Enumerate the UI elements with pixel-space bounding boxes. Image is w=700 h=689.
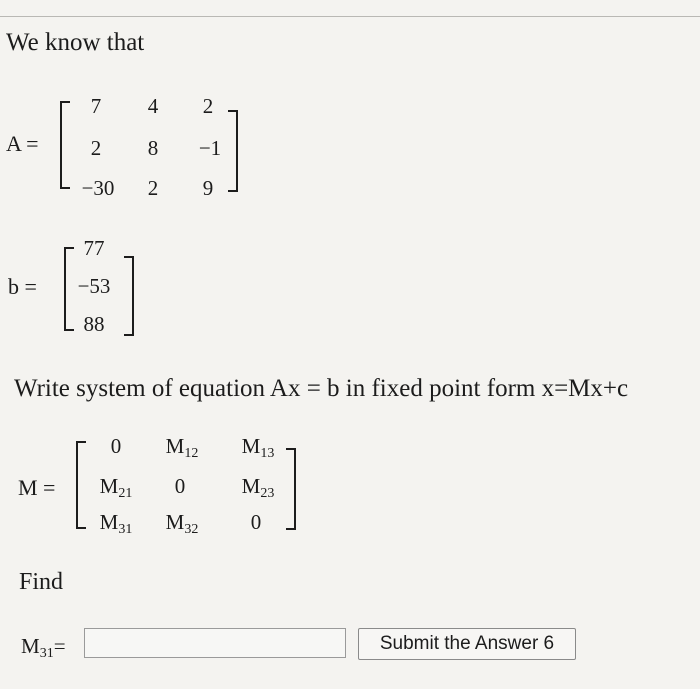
vector-b-label: b =	[8, 274, 37, 299]
matrix-a-cell-0-1: 4	[147, 94, 159, 118]
matrix-m-cell-0-1: $M_{12}$	[165, 434, 199, 461]
matrix-a-right-bracket	[228, 110, 238, 192]
matrix-m-cell-2-0: $M_{31}$	[99, 510, 133, 537]
matrix-m-cell-0-2: $M_{13}$	[241, 434, 275, 461]
matrix-m-cell-1-1: 0	[174, 474, 186, 498]
vector-b-right-bracket	[124, 256, 134, 336]
matrix-a-cell-2-2: 9	[202, 176, 214, 200]
matrix-m-cell-2-2: 0	[250, 510, 262, 534]
matrix-a-cell-0-2: 2	[202, 94, 214, 118]
matrix-m-cell-1-2: $M_{23}$	[241, 474, 275, 501]
matrix-a-cell-2-1: 2	[147, 176, 159, 200]
matrix-m-cell-2-1: $M_{32}$	[165, 510, 199, 537]
matrix-m-cell-1-0: $M_{21}$	[99, 474, 133, 501]
answer-label: $M_{31}=$	[21, 634, 66, 661]
matrix-m-label: M =	[18, 475, 56, 500]
vector-b-cell-1: −53	[77, 274, 111, 298]
intro-text: We know that	[6, 29, 145, 56]
matrix-m-left-bracket	[76, 441, 86, 529]
question-text: Write system of equation Ax = b in fixed point form x=Mx+c	[14, 375, 629, 402]
vector-b-cell-0: 77	[83, 236, 105, 260]
vector-b-cell-2: 88	[83, 312, 105, 336]
find-text: Find	[19, 569, 64, 595]
matrix-a-cell-2-0: −30	[81, 176, 115, 200]
matrix-a-label: A =	[6, 131, 39, 156]
answer-input[interactable]	[84, 628, 346, 658]
matrix-a-cell-1-0: 2	[90, 136, 102, 160]
matrix-m-cell-0-0: 0	[110, 434, 122, 458]
matrix-a-cell-1-1: 8	[147, 136, 159, 160]
top-divider	[0, 16, 700, 17]
matrix-a-cell-1-2: −1	[198, 136, 222, 160]
submit-answer-button[interactable]: Submit the Answer 6	[358, 628, 576, 660]
matrix-a-cell-0-0: 7	[90, 94, 102, 118]
matrix-m-right-bracket	[286, 448, 296, 530]
